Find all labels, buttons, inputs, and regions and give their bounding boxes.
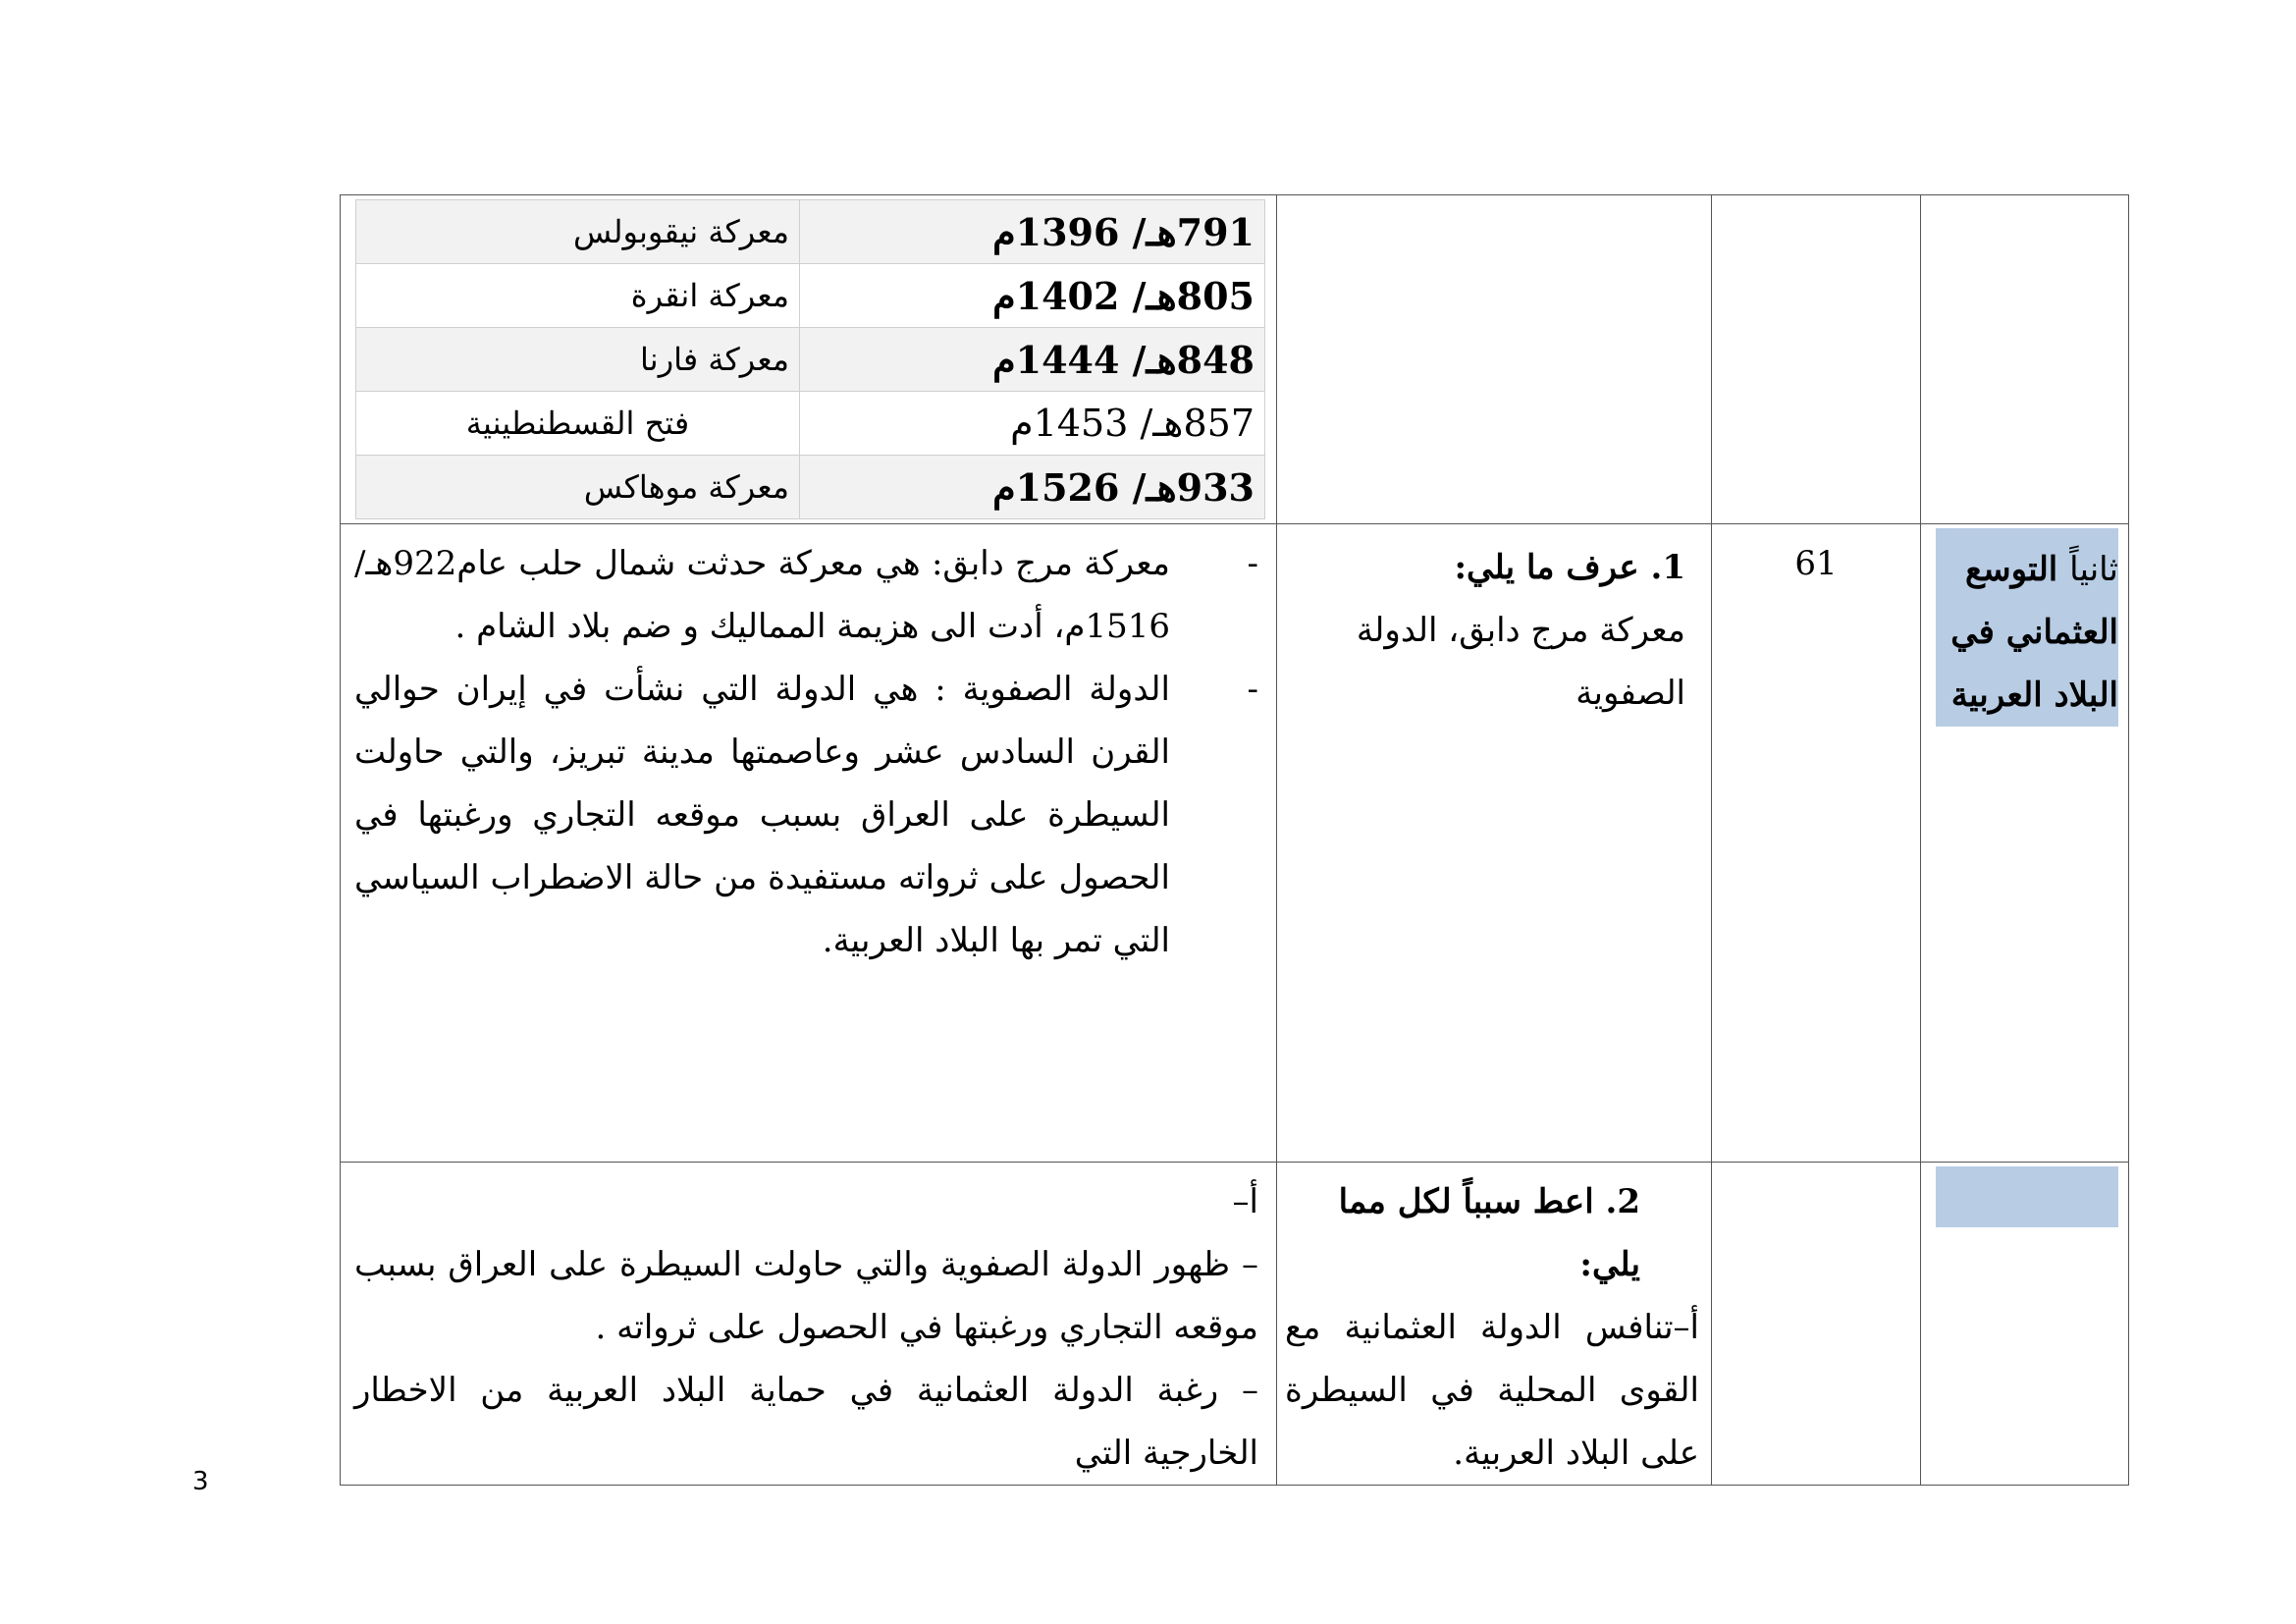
battle-row	[356, 392, 1265, 456]
battle-row	[356, 328, 1265, 392]
shaded-cell	[1921, 1163, 2129, 1486]
battle-row	[356, 456, 1265, 519]
table-row	[341, 524, 2129, 1163]
battle-row	[356, 200, 1265, 264]
curriculum-table	[340, 194, 2129, 1486]
question2-body: أ–تنافس الدولة العثمانية مع القوى المحلية في السيطرة على البلاد العربية.	[1285, 1308, 1699, 1473]
battles-table	[355, 199, 1265, 519]
shaded-block	[1936, 1166, 2118, 1227]
battle-date: 805هـ/ 1402م	[800, 264, 1265, 328]
unit-title	[1936, 528, 2118, 727]
battle-date: 791هـ/ 1396م	[800, 200, 1265, 264]
answer2-label: أ–	[1232, 1182, 1258, 1221]
empty-cell	[1277, 195, 1712, 524]
question1-heading: 1. عرف ما يلي:	[1454, 548, 1685, 587]
battle-event: معركة نيقوبولس	[356, 200, 800, 264]
table-row	[341, 1163, 2129, 1486]
battle-event: فتح القسطنطينية	[356, 392, 800, 456]
battle-date: 848هـ/ 1444م	[800, 328, 1265, 392]
empty-cell	[1712, 195, 1921, 524]
page-ref-cell	[1712, 524, 1921, 1163]
question2-heading: 2. اعط سبباً لكل مما يلي:	[1338, 1182, 1640, 1284]
unit-title-rest: التوسع العثماني في البلاد العربية	[1950, 550, 2118, 715]
battle-row	[356, 264, 1265, 328]
unit-title-prefix: ثانياً	[2069, 550, 2118, 589]
page-ref: 61	[1794, 544, 1838, 583]
answer1-item: - الدولة الصفوية : هي الدولة التي نشأت في إيران حوالي القرن السادس عشر وعاصمتها مدينة تبريز، والتي حاولت السيطرة على العراق بسبب موقعه التجاري ورغبتها في الحصول على ثرواته مستفيدة من حالة الاضطراب السياسي التي تمر بها البلاد العربية.	[354, 658, 1170, 972]
question2-text	[1277, 1163, 1711, 1485]
battle-date: 933هـ/ 1526م	[800, 456, 1265, 519]
unit-title-cell	[1921, 524, 2129, 1163]
question2-cell	[1277, 1163, 1712, 1486]
empty-cell	[1921, 195, 2129, 524]
answer2-text	[341, 1163, 1276, 1485]
battle-event: معركة فارنا	[356, 328, 800, 392]
answer1-cell	[341, 524, 1277, 1163]
question1-cell	[1277, 524, 1712, 1163]
answer1-item: - معركة مرج دابق: هي معركة حدثت شمال حلب عام922هـ/ 1516م، أدت الى هزيمة المماليك و ضم بلاد الشام .	[354, 532, 1170, 658]
question1-text	[1277, 524, 1711, 725]
battles-cell	[341, 195, 1277, 524]
answer2-item: – رغبة الدولة العثمانية في حماية البلاد العربية من الاخطار الخارجية التي	[354, 1371, 1258, 1473]
answer1-text	[341, 524, 1276, 972]
battle-date: 857هـ/ 1453م	[800, 392, 1265, 456]
battle-event: معركة موهاكس	[356, 456, 800, 519]
answer2-cell	[341, 1163, 1277, 1486]
page-number: 3	[192, 1467, 209, 1496]
empty-cell	[1712, 1163, 1921, 1486]
answer2-item: – ظهور الدولة الصفوية والتي حاولت السيطرة على العراق بسبب موقعه التجاري ورغبتها في الحصول على ثرواته .	[354, 1245, 1258, 1347]
table-row	[341, 195, 2129, 524]
question1-body: معركة مرج دابق، الدولة الصفوية	[1356, 611, 1685, 713]
battle-event: معركة انقرة	[356, 264, 800, 328]
